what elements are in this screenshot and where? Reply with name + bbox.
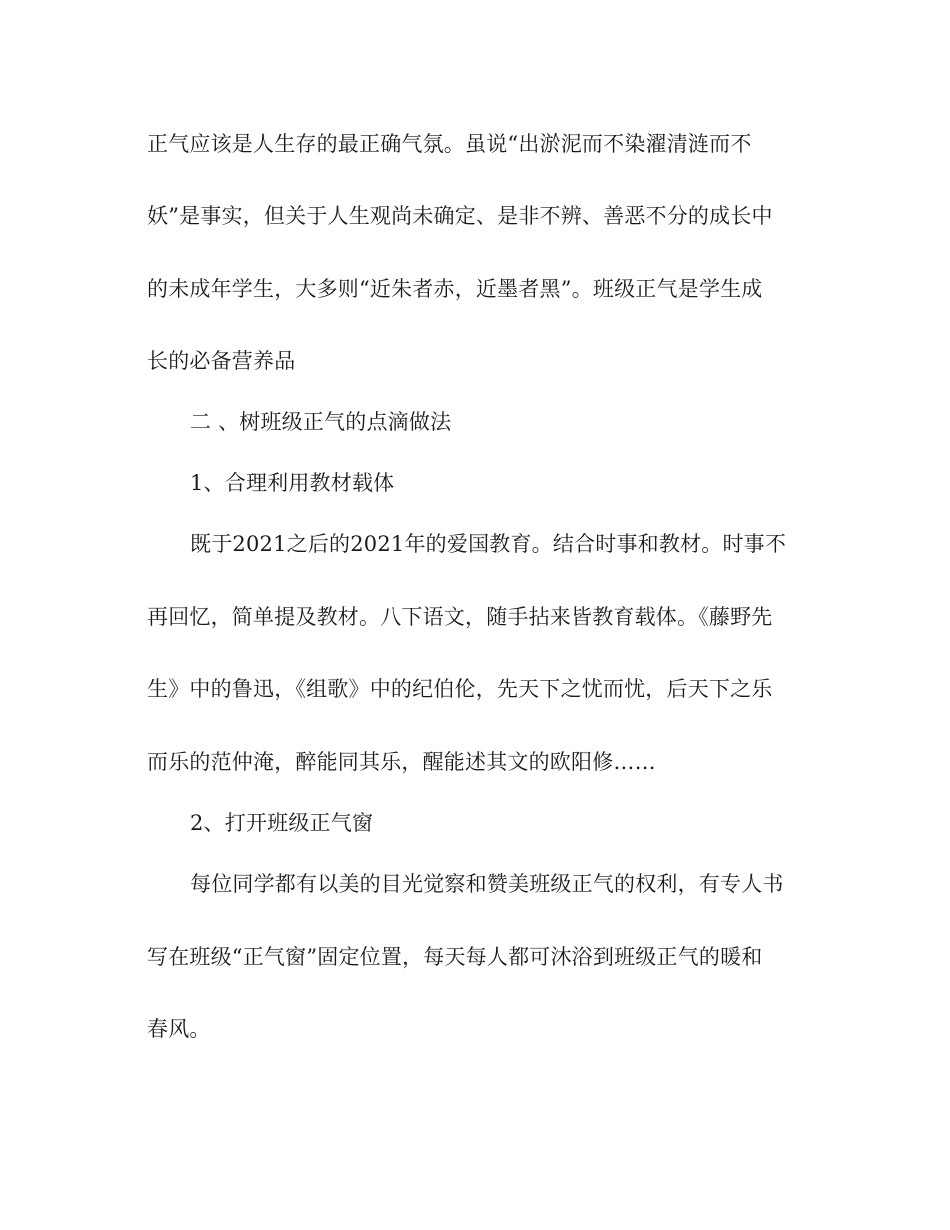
paragraph-line: 的未成年学生，大多则“近朱者赤，近墨者黑”。班级正气是学生成 [147,277,763,301]
paragraph-line: 再回忆，简单提及教材。八下语文，随手拈来皆教育载体。《藤野先 [147,605,773,629]
paragraph-line: 写在班级“正气窗”固定位置，每天每人都可沐浴到班级正气的暖和 [147,945,763,969]
paragraph-line: 长的必备营养品 [147,349,296,373]
subsection-heading: 1、合理利用教材载体 [190,471,395,495]
paragraph-line: 而乐的范仲淹，醉能同其乐，醒能述其文的欧阳修…… [147,750,656,774]
paragraph-line: 生》中的鲁迅，《组歌》中的纪伯伦，先天下之忧而忧，后天下之乐 [147,677,773,701]
subsection-heading: 2、打开班级正气窗 [190,811,374,835]
paragraph-line: 每位同学都有以美的目光觉察和赞美班级正气的权利，有专人书 [190,872,784,896]
paragraph-line: 正气应该是人生存的最正确气氛。虽说“出淤泥而不染濯清涟而不 [147,132,752,156]
paragraph-line: 春风。 [147,1017,211,1041]
section-heading: 二 、树班级正气的点滴做法 [190,410,452,434]
paragraph-line: 妖”是事实，但关于人生观尚未确定、是非不辨、善恶不分的成长中 [147,204,773,228]
paragraph-line: 既于2021之后的2021年的爱国教育。结合时事和教材。时事不 [190,532,787,556]
